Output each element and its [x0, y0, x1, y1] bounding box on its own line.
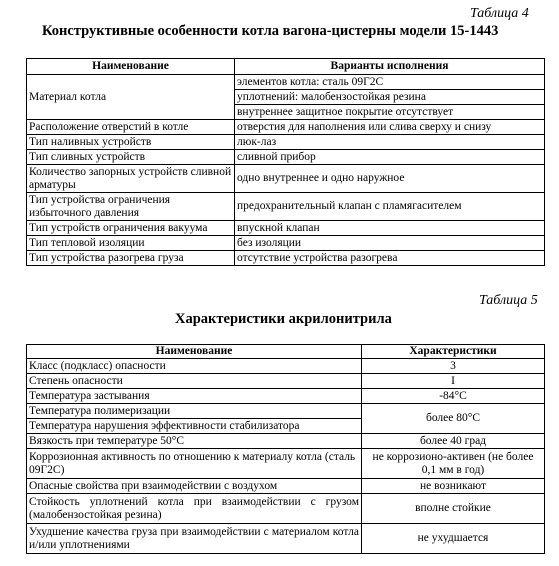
- table-5-title: Характеристики акрилонитрила: [175, 311, 392, 327]
- table-row: [27, 236, 545, 251]
- table-5-cell-name: Ухудшение качества груза при взаимодействии с материалом котла и/или уплотнениями: [27, 524, 362, 554]
- table-4-cell-material-value: внутреннее защитное покрытие отсутствует: [235, 105, 545, 120]
- table-5-cell-name: Температура застывания: [27, 389, 362, 404]
- table-5-cell-name: Вязкость при температуре 50°С: [27, 434, 362, 449]
- table-5-header-name: Наименование: [27, 345, 362, 359]
- table-5-cell-value: не возникают: [362, 479, 545, 494]
- table-4-cell-value: сливной прибор: [235, 150, 545, 165]
- table-5-cell-name: Температура нарушения эффективности стабилизатора: [27, 419, 362, 434]
- table-4: [26, 58, 545, 266]
- table-5-cell-value: более 40 град: [362, 434, 545, 449]
- table-row: [27, 120, 545, 135]
- table-5-cell-value: вполне стойкие: [362, 494, 545, 524]
- table-4-cell-value: впускной клапан: [235, 221, 545, 236]
- table-5-cell-value: не ухудшается: [362, 524, 545, 554]
- table-4-cell-name: Расположение отверстий в котле: [27, 120, 235, 135]
- table-5-cell-name: Опасные свойства при взаимодействии с воздухом: [27, 479, 362, 494]
- table-row: [27, 135, 545, 150]
- table-5-caption: Таблица 5: [479, 293, 538, 308]
- table-row: [27, 150, 545, 165]
- table-4-cell-name: Тип тепловой изоляции: [27, 236, 235, 251]
- table-row: [27, 359, 545, 374]
- table-4-cell-material-value: уплотнений: малобензостойкая резина: [235, 90, 545, 105]
- table-row: [27, 374, 545, 389]
- table-5-cell-name: Стойкость уплотнений котла при взаимодействии с грузом (малобензостойкая резина): [27, 494, 362, 524]
- table-4-cell-name: Количество запорных устройств сливной арматуры: [27, 165, 235, 193]
- table-4-cell-value: люк-лаз: [235, 135, 545, 150]
- table-5-cell-value-merged: более 80°С: [362, 404, 545, 434]
- table-4-cell-material-name: Материал котла: [27, 75, 235, 120]
- table-4-cell-value: отверстия для наполнения или слива сверху и снизу: [235, 120, 545, 135]
- table-row: [27, 524, 545, 554]
- table-4-title: Конструктивные особенности котла вагона-цистерны модели 15-1443: [42, 23, 499, 39]
- table-row: [27, 479, 545, 494]
- table-row: [27, 193, 545, 221]
- table-4-cell-value: отсутствие устройства разогрева: [235, 251, 545, 266]
- table-4-caption: Таблица 4: [470, 6, 529, 21]
- table-5-cell-value: 3: [362, 359, 545, 374]
- table-5-cell-name: Коррозионная активность по отношению к материалу котла (сталь 09Г2С): [27, 449, 362, 479]
- table-5-cell-name: Степень опасности: [27, 374, 362, 389]
- table-4-cell-value: без изоляции: [235, 236, 545, 251]
- table-4-header-values: Варианты исполнения: [235, 59, 545, 75]
- table-4-cell-value: предохранительный клапан с пламягасителем: [235, 193, 545, 221]
- table-5-cell-name: Температура полимеризации: [27, 404, 362, 419]
- table-row: [27, 449, 545, 479]
- table-4-cell-value: одно внутреннее и одно наружное: [235, 165, 545, 193]
- table-row: [27, 165, 545, 193]
- table-4-header-name: Наименование: [27, 59, 235, 75]
- table-4-cell-name: Тип устройств ограничения вакуума: [27, 221, 235, 236]
- table-5-cell-value: I: [362, 374, 545, 389]
- table-4-cell-name: Тип устройства ограничения избыточного давления: [27, 193, 235, 221]
- table-row: [27, 494, 545, 524]
- table-5: [26, 344, 545, 554]
- table-4-cell-name: Тип наливных устройств: [27, 135, 235, 150]
- table-5-cell-value: -84°С: [362, 389, 545, 404]
- table-5-cell-value: не коррозионо-активен (не более 0,1 мм в год): [362, 449, 545, 479]
- table-row: [27, 389, 545, 404]
- table-row: [27, 404, 545, 419]
- table-row: [27, 434, 545, 449]
- table-4-cell-material-value: элементов котла: сталь 09Г2С: [235, 75, 545, 90]
- table-4-cell-name: Тип сливных устройств: [27, 150, 235, 165]
- table-5-cell-name: Класс (подкласс) опасности: [27, 359, 362, 374]
- table-5-header-values: Характеристики: [362, 345, 545, 359]
- table-4-cell-name: Тип устройства разогрева груза: [27, 251, 235, 266]
- table-row: [27, 251, 545, 266]
- table-row: [27, 221, 545, 236]
